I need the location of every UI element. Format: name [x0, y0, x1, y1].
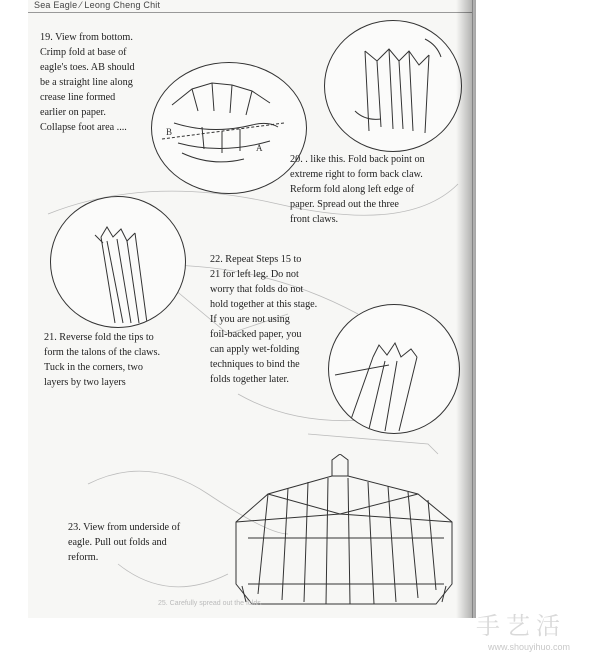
back-claw-illustration	[325, 21, 461, 151]
faint-footer-text: 25. Carefully spread out the folds.	[158, 600, 263, 607]
header-rule	[28, 12, 472, 13]
site-watermark	[476, 606, 594, 656]
step-22-caption: 22. Repeat Steps 15 to 21 for left leg. Do not worry that folds do not hold together at this stage. If you are not using foil-backed paper, you can apply wet-folding techniques to bind the folds together later.	[210, 254, 318, 385]
step-23-caption: 23. View from underside of eagle. Pull out folds and reform.	[68, 522, 181, 563]
step-22-diagram	[328, 304, 460, 434]
step-19-diagram	[151, 62, 307, 194]
watermark-logo-text: 手艺活	[476, 612, 566, 640]
step-23-underside-diagram	[228, 454, 464, 610]
label-a: A	[256, 143, 263, 153]
step-21-diagram	[50, 196, 186, 328]
step-19-caption: 19. View from bottom. Crimp fold at base of eagle's toes. AB should be a straight line along crease line formed earlier on paper. Collapse foot area ....	[40, 32, 135, 133]
step-20-caption: 20. . like this. Fold back point on extreme right to form back claw. Reform fold along left edge of paper. Spread out the three front claws.	[290, 154, 425, 225]
left-leg-illustration	[329, 305, 459, 433]
foot-crimp-illustration	[152, 63, 306, 193]
step-20-diagram	[324, 20, 462, 152]
talon-illustration	[51, 197, 185, 327]
watermark-url: www.shouyihuo.com	[488, 642, 571, 652]
label-b: B	[166, 127, 173, 137]
step-21-caption: 21. Reverse fold the tips to form the talons of the claws. Tuck in the corners, two layers by two layers	[44, 332, 160, 388]
manual-page	[28, 0, 473, 618]
page-edge-shadow	[456, 0, 476, 618]
page-header: Sea Eagle ⁄ Leong Cheng Chit	[34, 0, 161, 10]
